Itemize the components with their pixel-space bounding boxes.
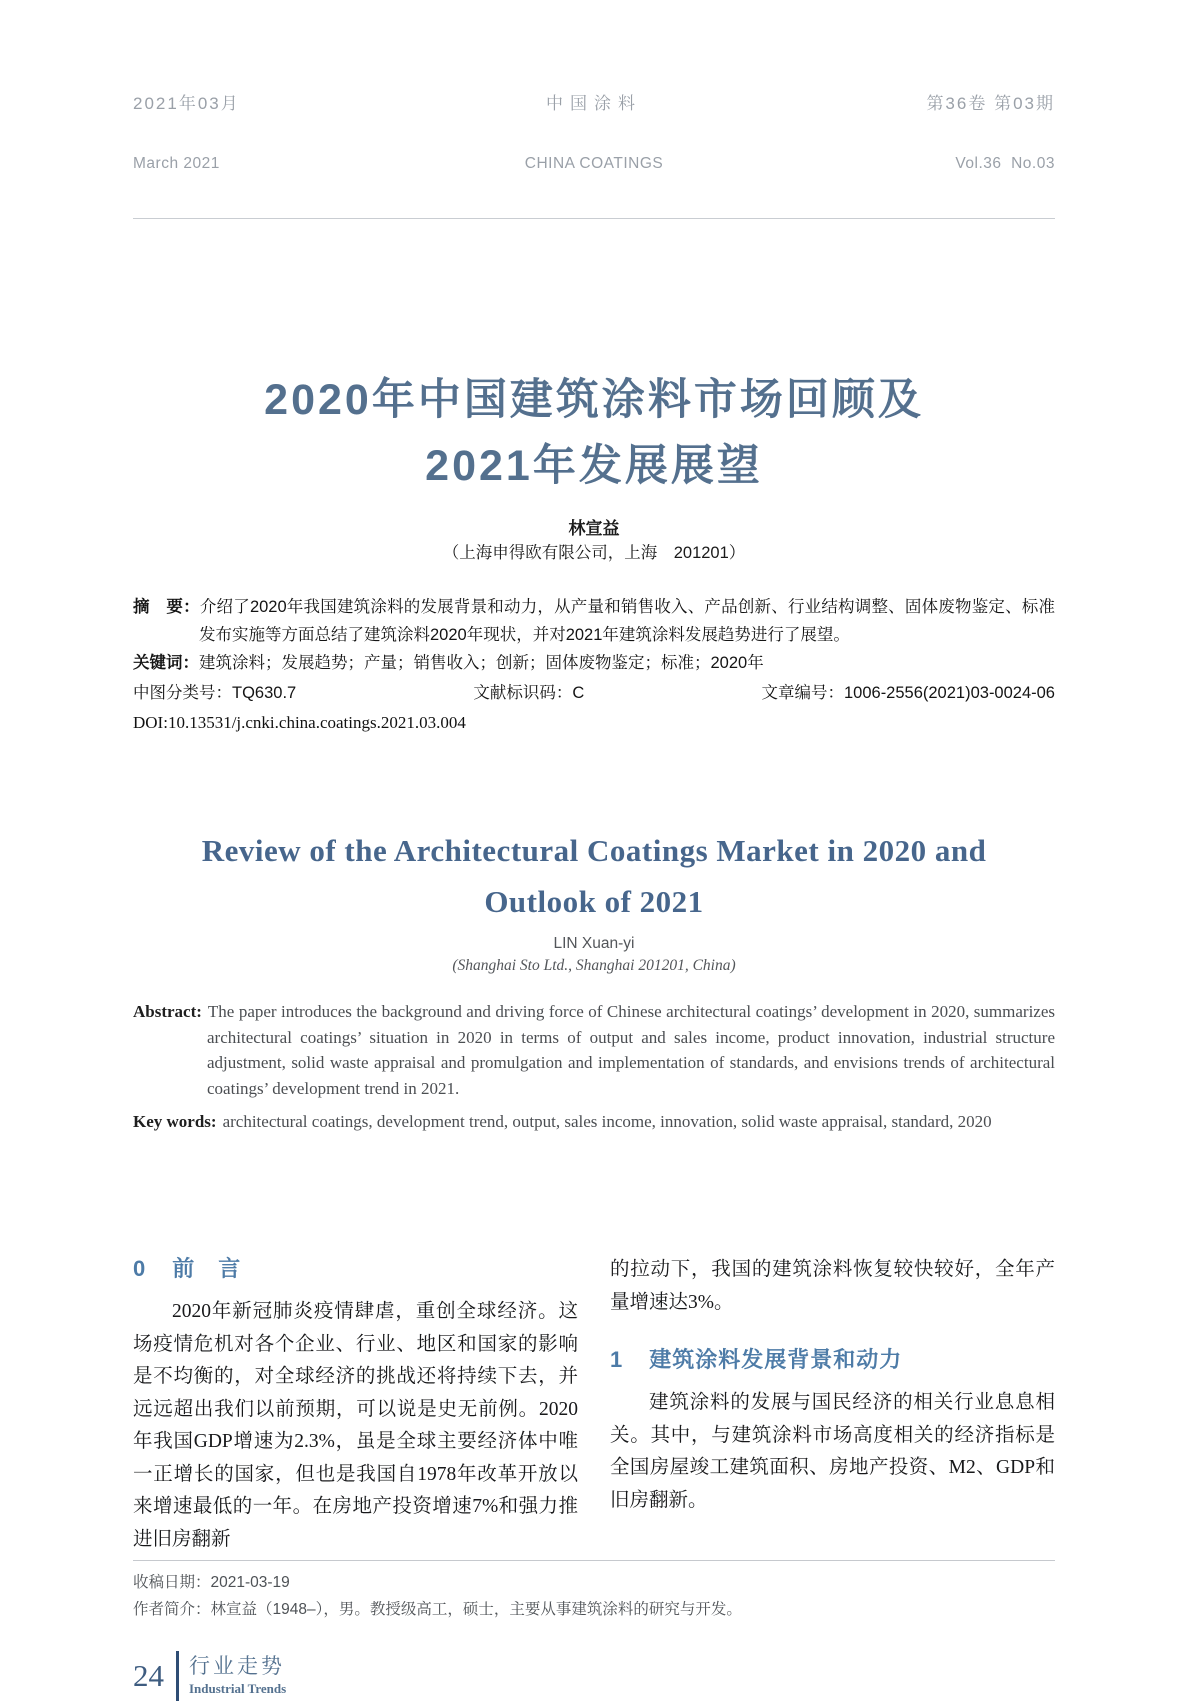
author-affiliation-en: (Shanghai Sto Ltd., Shanghai 201201, China)	[452, 957, 736, 974]
article-title-zh-line1: 2020年中国建筑涂料市场回顾及	[264, 376, 924, 424]
document-code-value: C	[572, 684, 585, 702]
footer-section-en: Industrial Trends	[189, 1681, 287, 1696]
right-column	[610, 1254, 1055, 1556]
section-0-paragraph: 2020年新冠肺炎疫情肆虐，重创全球经济。这场疫情危机对各个企业、行业、地区和国家的影响是不均衡的，对全球经济的挑战还将持续下去，并远远超出我们以前预期，可以说是史无前例。2020年我国GDP增速为2.3%，虽是全球主要经济体中唯一正增长的国家，但也是我国自1978年改革开放以来增速最低的一年。在房地产投资增速7%和强力推进旧房翻新	[133, 1301, 578, 1550]
article-title-en-line1: Review of the Architectural Coatings Market in 2020 and	[201, 833, 987, 868]
author-name-zh: 林宣益	[568, 519, 620, 538]
article-id	[761, 681, 1055, 705]
abstract-zh-text: 介绍了2020年我国建筑涂料的发展背景和动力，从产量和销售收入、产品创新、行业结构调整、固体废物鉴定、标准发布实施等方面总结了建筑涂料2020年现状，并对2021年建筑涂料发展趋势进行了展望。	[199, 598, 1056, 644]
article-title-en	[133, 825, 1055, 927]
document-code-label: 文献标识码：	[473, 684, 573, 702]
keywords-zh	[133, 649, 1055, 677]
section-0-title: 前 言	[172, 1256, 242, 1281]
article-title-zh	[133, 367, 1055, 499]
issue-date-en: March 2021	[133, 155, 220, 172]
abstract-en-text: The paper introduces the background and driving force of Chinese architectural coatings’ development in 2020, summarizes architectural coatings’ situation in 2020 in terms of output and sales income, product innovation, industrial structure adjustment, solid waste appraisal and promulgation and implementation of standards, and envisions trends of architectural coatings’ development trend in 2021.	[207, 1002, 1055, 1098]
header-volume-issue	[797, 55, 1055, 211]
abstract-zh-label: 摘 要：	[133, 598, 200, 616]
section-0-heading	[133, 1254, 578, 1284]
keywords-en	[133, 1109, 1055, 1134]
clc-label: 中图分类号：	[133, 684, 232, 702]
journal-name-en: CHINA COATINGS	[524, 155, 664, 172]
received-date-label: 收稿日期：	[133, 1574, 211, 1591]
abstract-en-label: Abstract:	[133, 1002, 202, 1021]
section-1-number: 1	[610, 1347, 624, 1372]
left-column	[133, 1254, 578, 1556]
keywords-en-label: Key words:	[133, 1112, 217, 1131]
article-id-label: 文章编号：	[761, 684, 844, 702]
section-0-continuation: 的拉动下，我国的建筑涂料恢复较快较好，全年产量增速达3%。	[610, 1259, 1055, 1313]
section-1-heading	[610, 1345, 1055, 1375]
section-0-number: 0	[133, 1256, 147, 1281]
author-bio-value: 林宣益（1948–），男。教授级高工，硕士，主要从事建筑涂料的研究与开发。	[210, 1601, 742, 1618]
footnote-divider	[133, 1560, 1055, 1561]
section-1-title: 建筑涂料发展背景和动力	[649, 1347, 903, 1372]
clc-number	[133, 681, 296, 705]
abstract-zh	[133, 593, 1055, 649]
author-bio-label: 作者简介：	[133, 1601, 211, 1618]
classification-row	[133, 681, 1055, 705]
clc-value: TQ630.7	[232, 684, 297, 702]
header-issue-date	[133, 55, 391, 211]
received-date-line	[133, 1569, 1055, 1596]
keywords-en-text: architectural coatings, development trend, output, sales income, innovation, solid waste appraisal, standard, 2020	[222, 1112, 992, 1131]
journal-name-zh: 中国涂料	[545, 94, 642, 113]
footer-divider-bar	[176, 1651, 179, 1701]
footer-section-name	[189, 1654, 286, 1698]
footer-section-zh: 行业走势	[189, 1655, 285, 1678]
document-code	[473, 681, 584, 705]
volume-issue-en: Vol.36 No.03	[955, 155, 1055, 172]
header-divider	[133, 218, 1055, 219]
author-affiliation-zh: （上海申得欧有限公司，上海 201201）	[442, 544, 746, 562]
keywords-zh-label: 关键词：	[133, 654, 199, 672]
page-footer	[133, 1651, 1055, 1701]
section-1-paragraph: 建筑涂料的发展与国民经济的相关行业息息相关。其中，与建筑涂料市场高度相关的经济指标是全国房屋竣工建筑面积、房地产投资、M2、GDP和旧房翻新。	[610, 1392, 1055, 1511]
author-bio-line	[133, 1596, 1055, 1623]
journal-header	[133, 55, 1055, 211]
article-id-value: 1006-2556(2021)03-0024-06	[843, 684, 1055, 702]
keywords-zh-text: 建筑涂料；发展趋势；产量；销售收入；创新；固体废物鉴定；标准；2020年	[199, 654, 764, 672]
received-date-value: 2021-03-19	[210, 1574, 290, 1591]
article-title-en-line2: Outlook of 2021	[484, 884, 704, 919]
page-number: 24	[133, 1658, 164, 1693]
volume-issue-zh: 第36卷 第03期	[926, 94, 1055, 113]
issue-date-zh: 2021年03月	[133, 94, 240, 113]
author-name-en: LIN Xuan-yi	[553, 935, 635, 952]
footnote-block	[133, 1569, 1055, 1623]
abstract-en	[133, 999, 1055, 1101]
doi: DOI:10.13531/j.cnki.china.coatings.2021.03.004	[133, 713, 466, 732]
header-journal-name	[391, 55, 797, 211]
article-title-zh-line2: 2021年发展展望	[425, 442, 763, 490]
body-columns	[133, 1254, 1055, 1556]
